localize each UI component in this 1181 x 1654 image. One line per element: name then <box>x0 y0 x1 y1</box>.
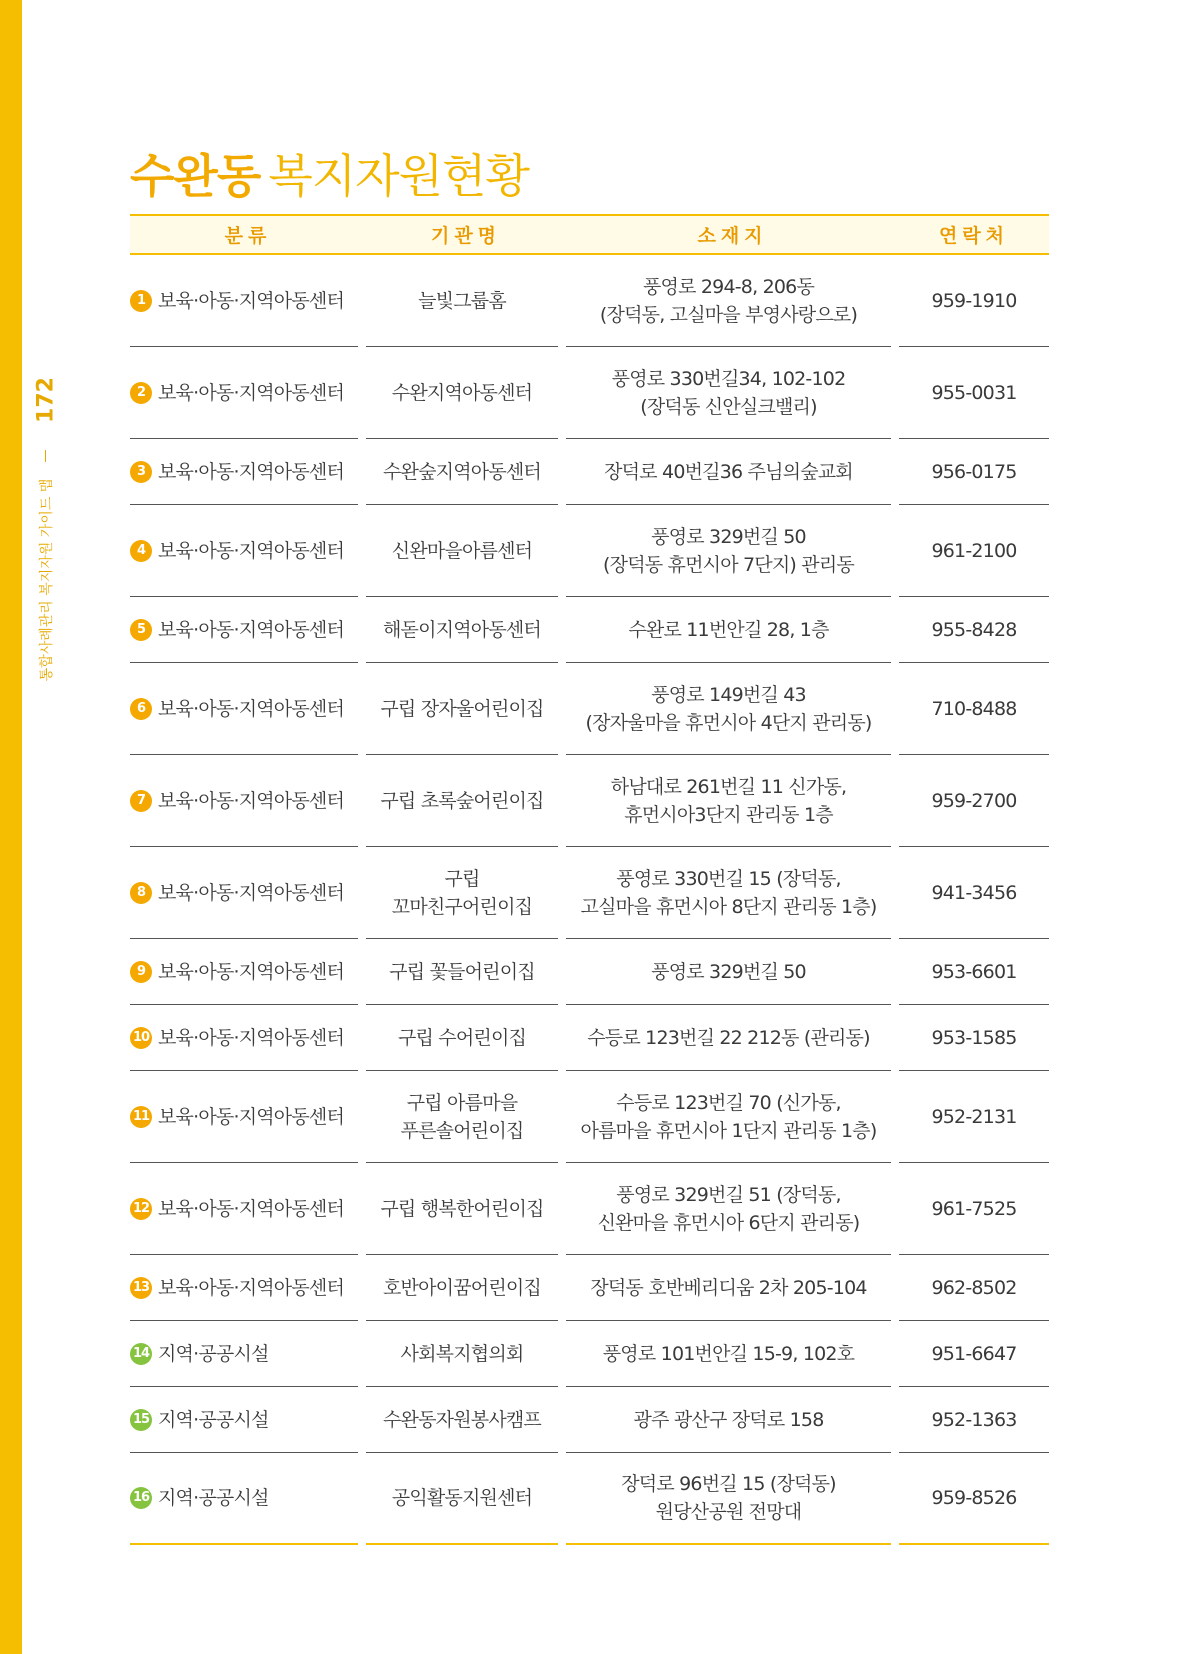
address-cell <box>566 1255 899 1321</box>
phone-cell-inner <box>899 939 1049 1005</box>
name-cell <box>366 755 566 847</box>
address <box>600 273 857 329</box>
name-cell <box>366 505 566 597</box>
address-cell-inner <box>566 597 891 663</box>
category-cell <box>130 1387 366 1453</box>
address-cell <box>566 663 899 755</box>
name-cell-inner <box>366 1387 558 1453</box>
address-line: 하남대로 261번길 11 신가동, <box>610 775 847 798</box>
row-number-badge: 5 <box>130 619 152 641</box>
name-cell-inner <box>366 939 558 1005</box>
table-header-row <box>130 214 1049 255</box>
name-cell-inner <box>366 439 558 505</box>
category-cell <box>130 939 366 1005</box>
institution-name-line: 수완숲지역아동센터 <box>383 460 541 483</box>
institution-name-line: 구립 장자울어린이집 <box>380 697 544 720</box>
name-cell-inner <box>366 1321 558 1387</box>
address-cell-inner <box>566 255 891 347</box>
row-number-badge: 3 <box>130 461 152 483</box>
category-cell-inner <box>130 755 358 847</box>
phone-cell <box>899 347 1049 439</box>
address <box>611 773 846 829</box>
category-cell <box>130 1163 366 1255</box>
address-cell-inner <box>566 1387 891 1453</box>
address-line: 풍영로 329번길 51 (장덕동, <box>616 1183 841 1206</box>
category-cell-inner <box>130 1071 358 1163</box>
category-cell <box>130 663 366 755</box>
phone-cell-inner <box>899 1387 1049 1453</box>
name-cell-inner <box>366 755 558 847</box>
address <box>628 616 828 644</box>
category-cell <box>130 1453 366 1545</box>
institution-name-line: 해돋이지역아동센터 <box>383 618 541 641</box>
institution-name <box>398 1024 526 1052</box>
phone-cell <box>899 939 1049 1005</box>
guide-label: 통합사례관리 복지자원 가이드 맵 <box>39 478 55 682</box>
table-row <box>130 1071 1049 1163</box>
institution-name <box>380 695 543 723</box>
name-cell-inner <box>366 597 558 663</box>
category-cell-inner <box>130 1163 358 1255</box>
name-cell <box>366 1255 566 1321</box>
header-name: 기관명 <box>366 214 566 255</box>
address <box>621 1470 836 1526</box>
category-cell <box>130 1321 366 1387</box>
address <box>603 1340 855 1368</box>
phone-number: 952-1363 <box>931 1408 1017 1431</box>
category-cell <box>130 439 366 505</box>
category-cell <box>130 505 366 597</box>
phone-cell-inner <box>899 1163 1049 1255</box>
name-cell <box>366 1387 566 1453</box>
category-cell-inner <box>130 439 358 505</box>
category-label: 보육·아동·지역아동센터 <box>158 1026 345 1049</box>
category-label: 보육·아동·지역아동센터 <box>158 618 345 641</box>
category-cell <box>130 847 366 939</box>
institution-name-line: 공익활동지원센터 <box>391 1487 533 1509</box>
phone-number: 953-1585 <box>931 1026 1017 1049</box>
phone-cell <box>899 439 1049 505</box>
phone-cell-inner <box>899 1255 1049 1321</box>
address-cell-inner <box>566 755 891 847</box>
header-category: 분류 <box>130 214 366 255</box>
name-cell <box>366 439 566 505</box>
phone-cell <box>899 255 1049 347</box>
table-row <box>130 1005 1049 1071</box>
address-cell <box>566 505 899 597</box>
side-color-band <box>0 0 22 1654</box>
name-cell <box>366 939 566 1005</box>
category-label: 보육·아동·지역아동센터 <box>158 1276 345 1299</box>
address-cell <box>566 439 899 505</box>
address-cell-inner <box>566 1071 891 1163</box>
institution-name <box>392 537 532 565</box>
page-title <box>130 140 529 206</box>
phone-cell <box>899 1453 1049 1545</box>
phone-cell-inner <box>899 1453 1049 1545</box>
name-cell <box>366 597 566 663</box>
institution-name-line: 수완동자원봉사캠프 <box>383 1408 541 1431</box>
name-cell <box>366 1071 566 1163</box>
institution-name-line: 구립 <box>444 867 480 890</box>
category-cell-inner <box>130 663 358 755</box>
institution-name <box>383 1274 541 1302</box>
phone-cell <box>899 505 1049 597</box>
phone-number: 961-2100 <box>931 539 1017 562</box>
address <box>598 1181 860 1237</box>
page-number-box <box>28 355 64 445</box>
category-cell <box>130 1005 366 1071</box>
institution-name <box>392 865 532 921</box>
institution-name <box>383 1406 541 1434</box>
address-line: 휴먼시아3단지 관리동 1층 <box>624 803 833 826</box>
address <box>651 958 806 986</box>
phone-number: 961-7525 <box>931 1197 1017 1220</box>
category-label: 보육·아동·지역아동센터 <box>158 1105 345 1128</box>
phone-cell <box>899 1321 1049 1387</box>
phone-number: 959-2700 <box>931 789 1017 812</box>
header-address: 소재지 <box>566 214 899 255</box>
phone-number: 710-8488 <box>931 697 1017 720</box>
table-row <box>130 847 1049 939</box>
name-cell-inner <box>366 255 558 347</box>
category-cell-inner <box>130 1321 358 1387</box>
category-label: 보육·아동·지역아동센터 <box>158 960 345 983</box>
phone-cell-inner <box>899 1071 1049 1163</box>
address-cell-inner <box>566 505 891 597</box>
institution-name-line: 구립 꽃들어린이집 <box>389 960 535 983</box>
address-cell <box>566 255 899 347</box>
institution-name-line: 구립 행복한어린이집 <box>380 1197 544 1220</box>
name-cell-inner <box>366 847 558 939</box>
institution-name-line: 구립 초록숲어린이집 <box>380 789 544 812</box>
address-cell-inner <box>566 939 891 1005</box>
address-cell <box>566 1071 899 1163</box>
institution-name-line: 사회복지협의회 <box>400 1342 524 1365</box>
category-cell-inner <box>130 1005 358 1071</box>
phone-cell <box>899 1255 1049 1321</box>
address-line: 아름마을 휴먼시아 1단지 관리동 1층) <box>580 1119 877 1142</box>
address <box>586 681 872 737</box>
table-row <box>130 755 1049 847</box>
address-line: 장덕동 호반베리디움 2차 205-104 <box>590 1276 867 1299</box>
name-cell <box>366 255 566 347</box>
phone-cell <box>899 1005 1049 1071</box>
phone-number: 953-6601 <box>931 960 1017 983</box>
table-row <box>130 1321 1049 1387</box>
category-cell-inner <box>130 347 358 439</box>
row-number-badge: 12 <box>130 1198 152 1220</box>
name-cell <box>366 1321 566 1387</box>
institution-name <box>380 1195 543 1223</box>
address-line: (장덕동, 고실마을 부영사랑으로) <box>599 303 858 326</box>
address-cell <box>566 939 899 1005</box>
row-number-badge: 14 <box>130 1343 152 1365</box>
institution-name-line: 푸른솔어린이집 <box>400 1119 524 1142</box>
address-line: (장덕동 신안실크밸리) <box>640 395 817 418</box>
institution-name-line: 구립 수어린이집 <box>397 1026 527 1049</box>
category-cell-inner <box>130 847 358 939</box>
row-number-badge: 10 <box>130 1027 152 1049</box>
address-cell-inner <box>566 1255 891 1321</box>
institution-name <box>392 1484 532 1512</box>
guide-label-box <box>28 460 64 700</box>
phone-cell <box>899 597 1049 663</box>
address-cell-inner <box>566 847 891 939</box>
phone-number: 952-2131 <box>931 1105 1017 1128</box>
table-row <box>130 597 1049 663</box>
institution-name <box>401 1089 524 1145</box>
table-row <box>130 663 1049 755</box>
address-line: 광주 광산구 장덕로 158 <box>633 1408 824 1431</box>
institution-name <box>401 1340 524 1368</box>
category-label: 보육·아동·지역아동센터 <box>158 881 345 904</box>
name-cell <box>366 847 566 939</box>
phone-cell-inner <box>899 255 1049 347</box>
title-district: 수완동 <box>130 149 261 203</box>
category-cell-inner <box>130 1453 358 1545</box>
phone-cell <box>899 663 1049 755</box>
phone-number: 941-3456 <box>931 881 1017 904</box>
name-cell <box>366 1005 566 1071</box>
table-row <box>130 1163 1049 1255</box>
category-cell <box>130 347 366 439</box>
institution-name <box>383 458 541 486</box>
phone-number: 959-8526 <box>931 1487 1017 1509</box>
row-number-badge: 1 <box>130 290 152 312</box>
address-line: 풍영로 101번안길 15-9, 102호 <box>602 1342 855 1365</box>
address-line: 장덕로 96번길 15 (장덕동) <box>621 1473 836 1495</box>
phone-number: 959-1910 <box>931 289 1017 312</box>
address-cell <box>566 1387 899 1453</box>
phone-cell-inner <box>899 1321 1049 1387</box>
phone-cell <box>899 847 1049 939</box>
category-label: 지역·공공시설 <box>158 1487 269 1509</box>
address <box>581 1089 877 1145</box>
table-row <box>130 347 1049 439</box>
row-number-badge: 2 <box>130 382 152 404</box>
address-cell <box>566 1321 899 1387</box>
phone-cell-inner <box>899 439 1049 505</box>
name-cell-inner <box>366 347 558 439</box>
address-cell-inner <box>566 1005 891 1071</box>
address <box>612 365 846 421</box>
table-row <box>130 939 1049 1005</box>
address-line: (장덕동 휴먼시아 7단지) 관리동 <box>603 553 854 576</box>
address-cell-inner <box>566 439 891 505</box>
address <box>603 523 854 579</box>
row-number-badge: 15 <box>130 1409 152 1431</box>
category-cell-inner <box>130 597 358 663</box>
name-cell-inner <box>366 1163 558 1255</box>
institution-name-line: 구립 아름마을 <box>406 1091 518 1114</box>
phone-cell <box>899 1387 1049 1453</box>
category-label: 보육·아동·지역아동센터 <box>158 289 345 312</box>
address-line: 신완마을 휴먼시아 6단지 관리동) <box>597 1211 860 1234</box>
address-line: 풍영로 329번길 50 <box>651 960 806 983</box>
row-number-badge: 9 <box>130 961 152 983</box>
address-cell-inner <box>566 663 891 755</box>
phone-cell-inner <box>899 1005 1049 1071</box>
address-line: 수완로 11번안길 28, 1층 <box>628 618 829 641</box>
category-cell-inner <box>130 255 358 347</box>
category-cell-inner <box>130 1387 358 1453</box>
category-cell-inner <box>130 505 358 597</box>
category-label: 보육·아동·지역아동센터 <box>158 1197 345 1220</box>
table-row <box>130 505 1049 597</box>
category-label: 보육·아동·지역아동센터 <box>158 697 345 720</box>
address-line: 고실마을 휴먼시아 8단지 관리동 1층) <box>580 895 877 918</box>
table-row <box>130 1387 1049 1453</box>
row-number-badge: 6 <box>130 698 152 720</box>
address-cell <box>566 597 899 663</box>
phone-number: 962-8502 <box>931 1276 1017 1299</box>
address-cell <box>566 347 899 439</box>
address-line: 장덕로 40번길36 주님의숲교회 <box>604 460 853 483</box>
institution-name-line: 늘빛그룹홈 <box>418 289 506 312</box>
address <box>590 1274 866 1302</box>
category-label: 보육·아동·지역아동센터 <box>158 460 345 483</box>
category-label: 지역·공공시설 <box>158 1342 269 1365</box>
institution-name <box>380 787 543 815</box>
phone-number: 955-8428 <box>931 618 1017 641</box>
address-cell <box>566 1005 899 1071</box>
address-cell-inner <box>566 1163 891 1255</box>
name-cell-inner <box>366 505 558 597</box>
institution-name <box>383 616 541 644</box>
institution-name <box>392 379 532 407</box>
row-number-badge: 13 <box>130 1277 152 1299</box>
category-cell <box>130 597 366 663</box>
address-cell-inner <box>566 1321 891 1387</box>
address-cell-inner <box>566 347 891 439</box>
institution-name-line: 수완지역아동센터 <box>391 381 533 404</box>
category-label: 보육·아동·지역아동센터 <box>158 789 345 812</box>
table-row <box>130 1255 1049 1321</box>
address-line: 풍영로 149번길 43 <box>651 683 806 706</box>
name-cell <box>366 347 566 439</box>
table-row <box>130 255 1049 347</box>
page-number: 172 <box>33 377 59 423</box>
name-cell-inner <box>366 1255 558 1321</box>
address-line: 수등로 123번길 70 (신가동, <box>616 1091 841 1114</box>
address-cell-inner <box>566 1453 891 1545</box>
institution-name-line: 신완마을아름센터 <box>391 539 533 562</box>
address-line: 수등로 123번길 22 212동 (관리동) <box>587 1026 870 1049</box>
row-number-badge: 7 <box>130 790 152 812</box>
address-cell <box>566 1453 899 1545</box>
table-row <box>130 1453 1049 1545</box>
address <box>633 1406 823 1434</box>
category-cell <box>130 1255 366 1321</box>
name-cell <box>366 1163 566 1255</box>
table-row <box>130 439 1049 505</box>
address-line: 풍영로 330번길34, 102-102 <box>611 367 846 390</box>
category-cell-inner <box>130 939 358 1005</box>
address-cell <box>566 1163 899 1255</box>
row-number-badge: 8 <box>130 882 152 904</box>
name-cell-inner <box>366 1071 558 1163</box>
institution-name-line: 꼬마친구어린이집 <box>391 895 533 918</box>
category-label: 보육·아동·지역아동센터 <box>158 381 345 404</box>
phone-number: 951-6647 <box>931 1342 1017 1365</box>
phone-cell <box>899 1071 1049 1163</box>
phone-cell-inner <box>899 505 1049 597</box>
header-phone: 연락처 <box>899 214 1049 255</box>
institution-name <box>389 958 535 986</box>
address-cell <box>566 755 899 847</box>
row-number-badge: 11 <box>130 1106 152 1128</box>
address-line: 원당산공원 전망대 <box>655 1501 802 1523</box>
name-cell-inner <box>366 1005 558 1071</box>
address <box>587 1024 869 1052</box>
name-cell <box>366 663 566 755</box>
phone-cell-inner <box>899 597 1049 663</box>
institution-name-line: 호반아이꿈어린이집 <box>383 1276 541 1299</box>
address-line: 풍영로 294-8, 206동 <box>642 275 814 298</box>
phone-cell <box>899 755 1049 847</box>
address-cell <box>566 847 899 939</box>
category-label: 지역·공공시설 <box>158 1408 269 1431</box>
name-cell-inner <box>366 663 558 755</box>
row-number-badge: 16 <box>130 1487 152 1509</box>
row-number-badge: 4 <box>130 540 152 562</box>
phone-cell-inner <box>899 847 1049 939</box>
category-label: 보육·아동·지역아동센터 <box>158 539 345 562</box>
category-cell <box>130 255 366 347</box>
address-line: 풍영로 330번길 15 (장덕동, <box>616 867 841 890</box>
phone-cell <box>899 1163 1049 1255</box>
phone-cell-inner <box>899 755 1049 847</box>
address <box>604 458 853 486</box>
address <box>581 865 877 921</box>
category-cell <box>130 755 366 847</box>
phone-cell-inner <box>899 347 1049 439</box>
address-line: (장자울마을 휴먼시아 4단지 관리동) <box>585 711 872 734</box>
welfare-resource-table <box>130 214 1049 1545</box>
table-body <box>130 255 1049 1545</box>
category-cell-inner <box>130 1255 358 1321</box>
category-cell <box>130 1071 366 1163</box>
title-subject: 복지자원현황 <box>268 149 529 203</box>
name-cell <box>366 1453 566 1545</box>
phone-number: 955-0031 <box>931 381 1017 404</box>
name-cell-inner <box>366 1453 558 1545</box>
phone-cell-inner <box>899 663 1049 755</box>
address-line: 풍영로 329번길 50 <box>651 525 806 548</box>
phone-number: 956-0175 <box>931 460 1017 483</box>
institution-name <box>418 287 506 315</box>
